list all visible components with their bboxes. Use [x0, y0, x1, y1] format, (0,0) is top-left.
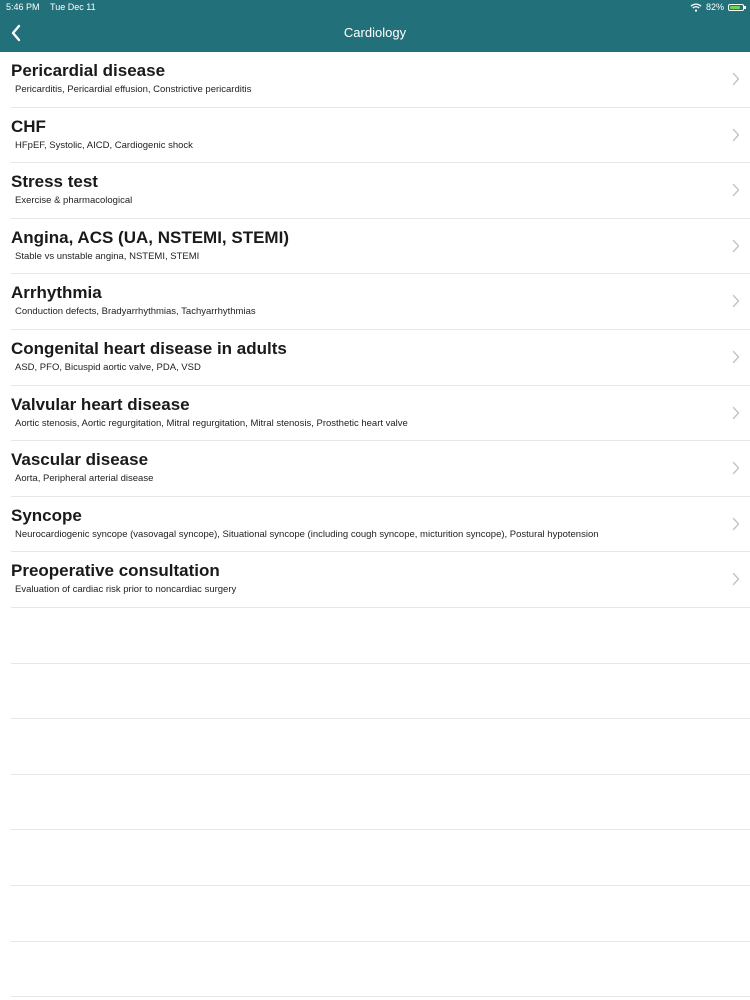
list-item[interactable] — [11, 497, 750, 553]
list-item-title: Angina, ACS (UA, NSTEMI, STEMI) — [11, 227, 289, 247]
list-item[interactable] — [11, 219, 750, 275]
wifi-icon — [690, 3, 702, 12]
status-left — [6, 0, 96, 14]
list-item-subtitle: Conduction defects, Bradyarrhythmias, Tachyarrhythmias — [15, 306, 256, 318]
list-item-subtitle: Exercise & pharmacological — [15, 195, 133, 207]
chevron-right-icon — [732, 294, 740, 308]
list-item-title: Stress test — [11, 172, 98, 192]
empty-row-separator — [11, 719, 750, 775]
empty-row-separator — [11, 608, 750, 664]
chevron-right-icon — [732, 239, 740, 253]
list-item-title: CHF — [11, 116, 46, 136]
list-item-subtitle: Pericarditis, Pericardial effusion, Constrictive pericarditis — [15, 84, 252, 95]
list-item[interactable] — [11, 330, 750, 386]
empty-row-separator — [11, 830, 750, 886]
chevron-right-icon — [732, 128, 740, 142]
list-item-title: Congenital heart disease in adults — [11, 338, 287, 358]
status-right — [690, 0, 744, 14]
topic-list — [0, 52, 750, 608]
list-item[interactable] — [11, 386, 750, 442]
list-item-title: Pericardial disease — [11, 61, 166, 80]
chevron-right-icon — [732, 72, 740, 86]
empty-row-separator — [11, 886, 750, 942]
chevron-right-icon — [732, 183, 740, 197]
list-item-title: Syncope — [11, 505, 82, 525]
list-item[interactable] — [11, 52, 750, 108]
empty-row-separator — [11, 775, 750, 831]
nav-bar — [0, 0, 750, 52]
list-item-subtitle: ASD, PFO, Bicuspid aortic valve, PDA, VSD — [15, 361, 201, 373]
list-item-title: Vascular disease — [11, 450, 149, 470]
battery-percent: 82% — [705, 2, 724, 12]
empty-row-separator — [11, 664, 750, 720]
list-item[interactable] — [11, 108, 750, 164]
empty-list-area — [11, 608, 750, 997]
list-item-subtitle: Aorta, Peripheral arterial disease — [15, 473, 154, 485]
list-item-subtitle: Stable vs unstable angina, NSTEMI, STEMI — [15, 250, 200, 262]
list-item-title: Arrhythmia — [11, 283, 102, 303]
chevron-right-icon — [732, 572, 740, 586]
page-title: Cardiology — [343, 25, 407, 40]
list-item-title: Preoperative consultation — [11, 561, 220, 581]
status-time: 5:46 PM — [6, 2, 40, 12]
list-item[interactable] — [11, 274, 750, 330]
status-date: Tue Dec 11 — [50, 2, 96, 12]
list-item-subtitle: Neurocardiogenic syncope (vasovagal syncope), Situational syncope (including cough syncope, micturition syncope), Postural hypotension — [15, 528, 599, 540]
list-item[interactable] — [11, 552, 750, 608]
status-bar — [0, 0, 750, 14]
chevron-right-icon — [732, 517, 740, 531]
list-item[interactable] — [11, 163, 750, 219]
chevron-right-icon — [732, 461, 740, 475]
list-item-subtitle: HFpEF, Systolic, AICD, Cardiogenic shock — [15, 139, 193, 151]
list-item-subtitle: Aortic stenosis, Aortic regurgitation, Mitral regurgitation, Mitral stenosis, Prosthetic heart valve — [15, 417, 408, 429]
chevron-right-icon — [732, 350, 740, 364]
list-item-subtitle: Evaluation of cardiac risk prior to noncardiac surgery — [15, 584, 237, 596]
chevron-right-icon — [732, 406, 740, 420]
list-item-title: Valvular heart disease — [11, 394, 190, 414]
empty-row-separator — [11, 942, 750, 998]
battery-icon — [728, 4, 744, 11]
list-item[interactable] — [11, 441, 750, 497]
